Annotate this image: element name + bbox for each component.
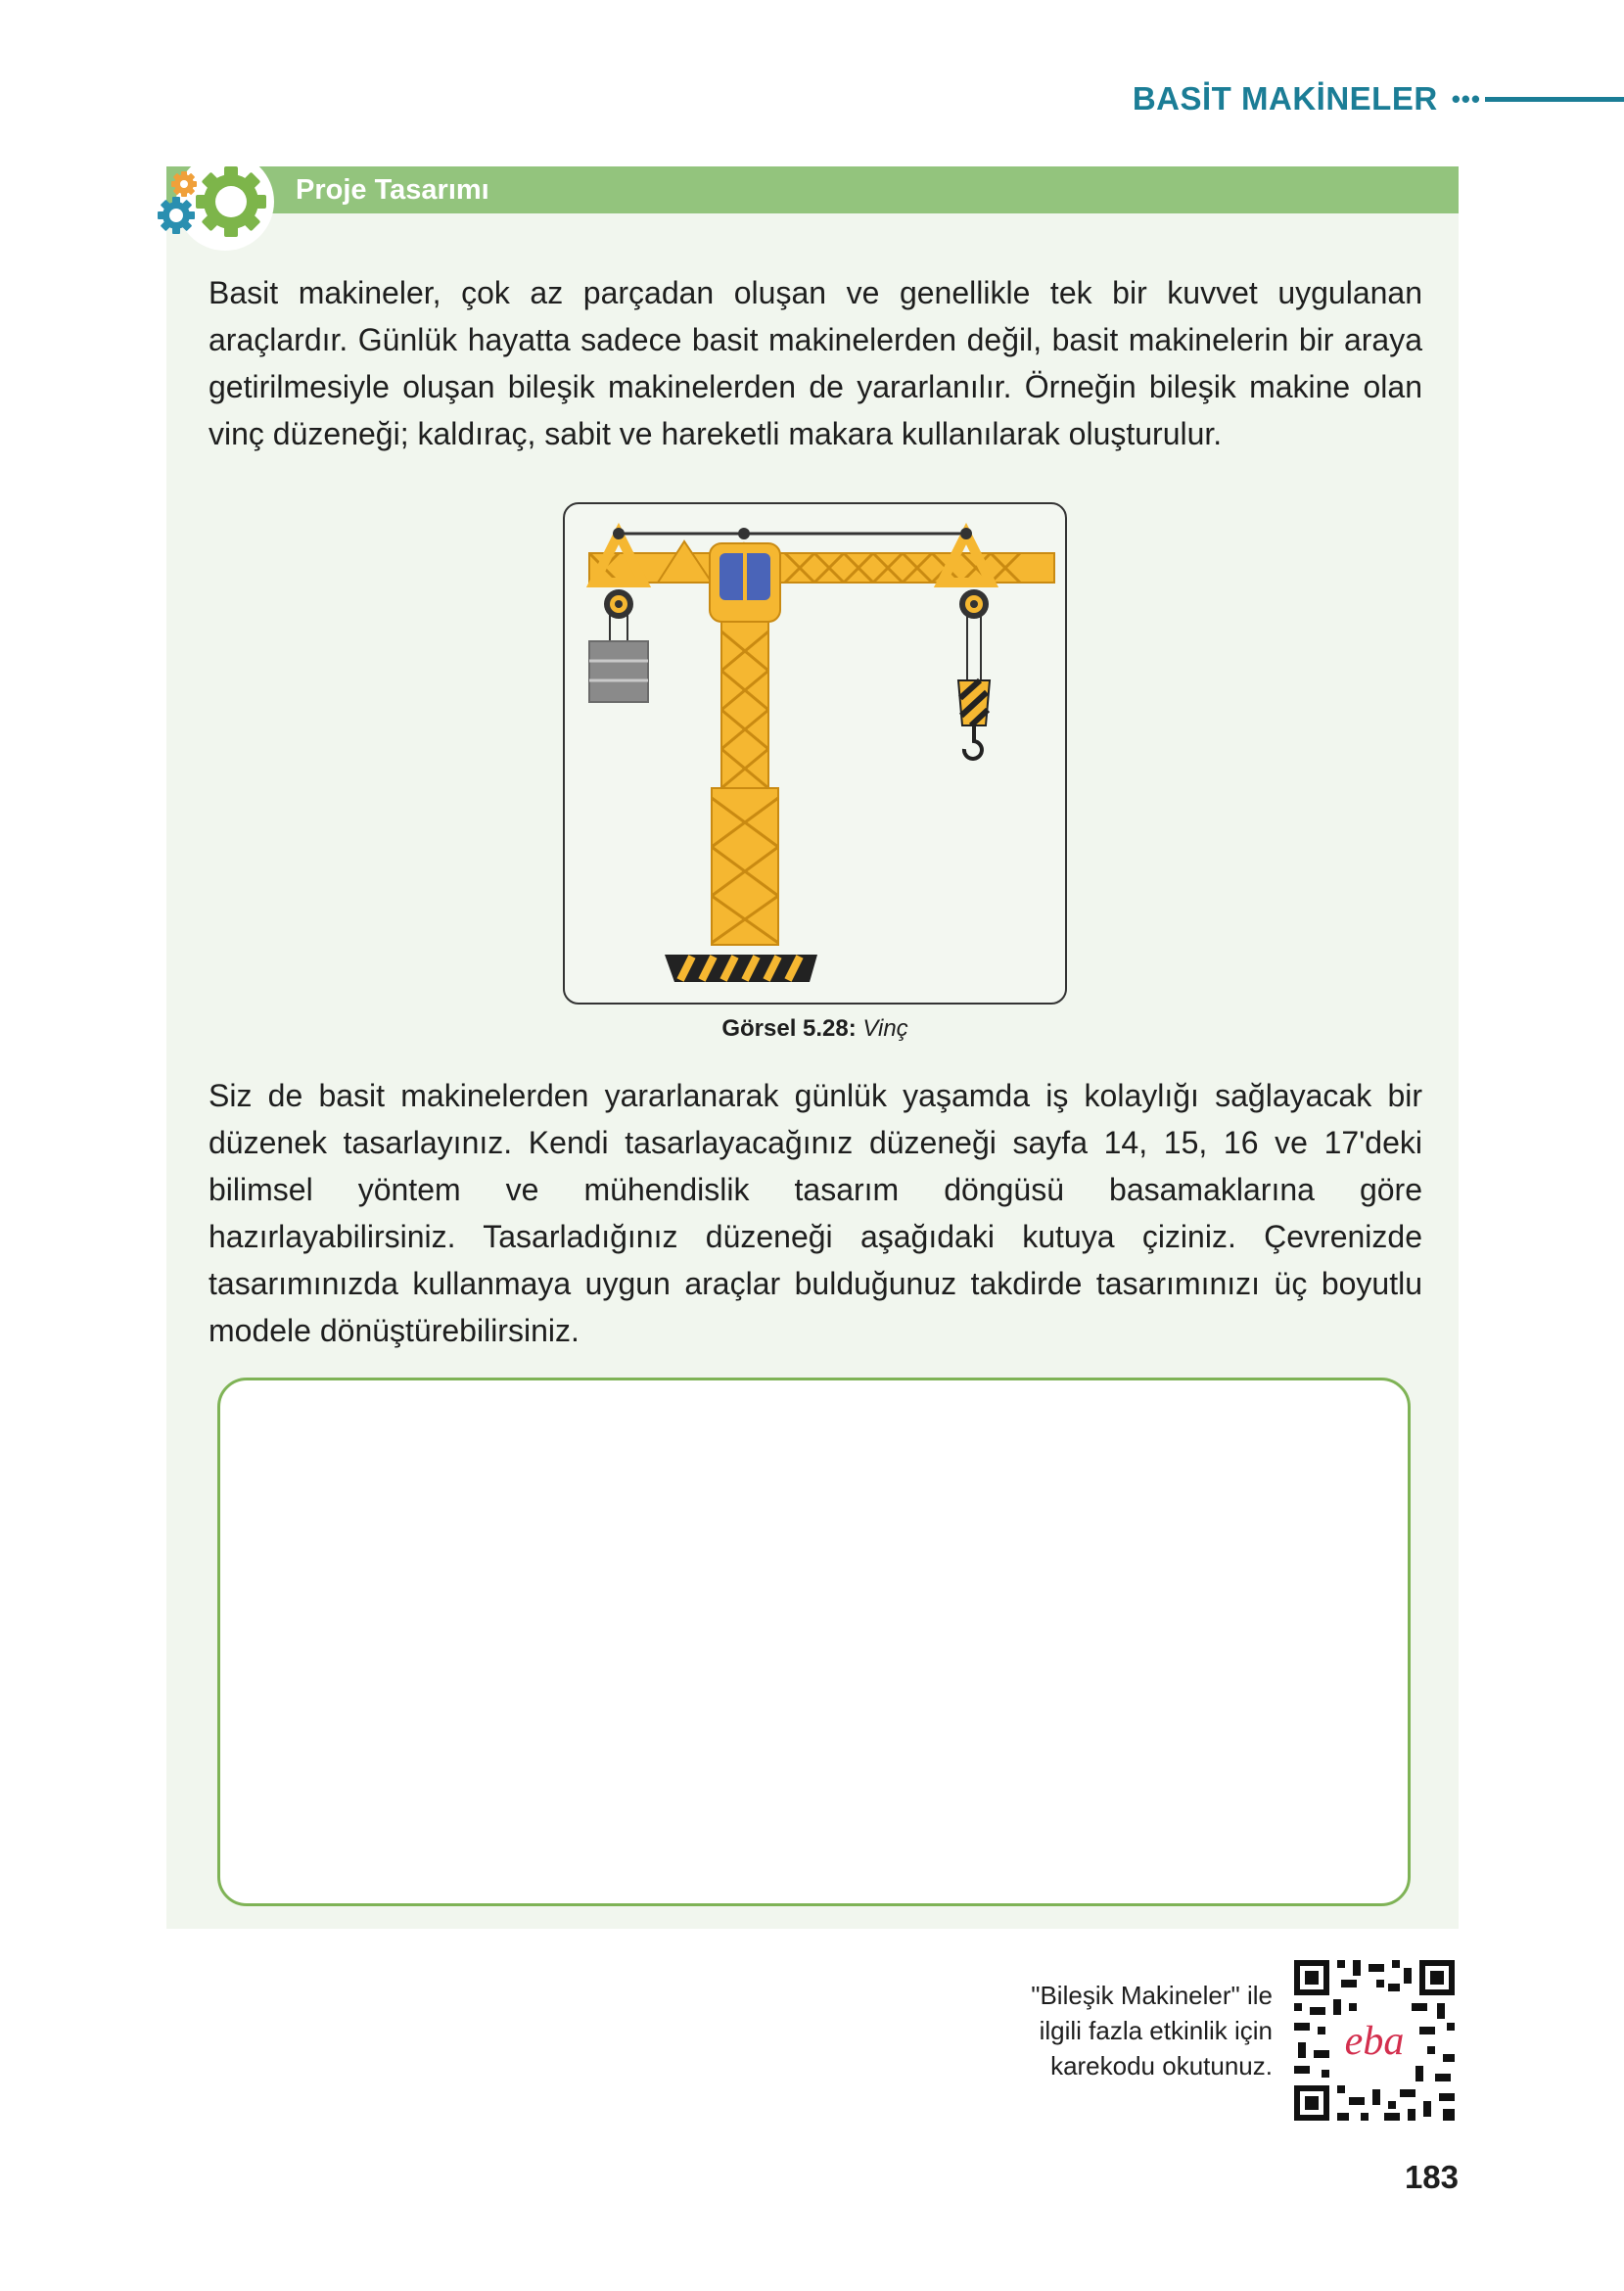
chapter-title: BASİT MAKİNELER (1132, 80, 1438, 117)
eba-logo: eba (1344, 2019, 1405, 2064)
qr-note-line-1: "Bileşik Makineler" ile (1031, 1981, 1273, 2010)
crane-illustration (565, 504, 1065, 1003)
crane-figure (563, 502, 1067, 1005)
qr-note-line-3: karekodu okutunuz. (1050, 2051, 1273, 2081)
qr-note (969, 1978, 1273, 2083)
chapter-dots: ••• (1451, 83, 1481, 114)
section-title: Proje Tasarımı (296, 174, 489, 206)
qr-note-line-2: ilgili fazla etkinlik için (1039, 2016, 1273, 2045)
qr-code[interactable] (1290, 1956, 1459, 2125)
task-paragraph: Siz de basit makinelerden yararlanarak günlük yaşamda iş kolaylığı sağlayacak bir düzenek tasarlayınız. Kendi tasarlayacağınız düzeneği sayfa 14, 15, 16 ve 17'deki bilimsel yöntem ve mühendislik tasarım döngüsü basamaklarına göre hazırlayabilirsiniz. Tasarladığınız düzeneği aşağıdaki kutuya çiziniz. Çevrenizde tasarımınızda kullanmaya uygun araçlar bulduğunuz takdirde tasarımınızı üç boyutlu modele dönüştürebilirsiniz. (209, 1078, 1422, 1348)
figure-label: Görsel 5.28: (721, 1015, 857, 1042)
chapter-rule (1485, 97, 1624, 102)
page-number: 183 (1404, 2159, 1459, 2195)
drawing-area[interactable] (217, 1378, 1411, 1906)
gears-icon (147, 147, 284, 255)
figure-name: Vinç (862, 1015, 908, 1042)
intro-paragraph: Basit makineler, çok az parçadan oluşan ve genellikle tek bir kuvvet uygulanan araçlardır. Günlük hayatta sadece basit makinelerden değil, basit makinelerin bir araya getirilmesiyle oluşan bileşik makinelerden de yararlanılır. Örneğin bileşik makine olan vinç düzeneği; kaldıraç, sabit ve hareketli makara kullanılarak oluşturulur. (209, 275, 1422, 451)
figure-caption (563, 1013, 1067, 1045)
chapter-header (1133, 76, 1624, 121)
